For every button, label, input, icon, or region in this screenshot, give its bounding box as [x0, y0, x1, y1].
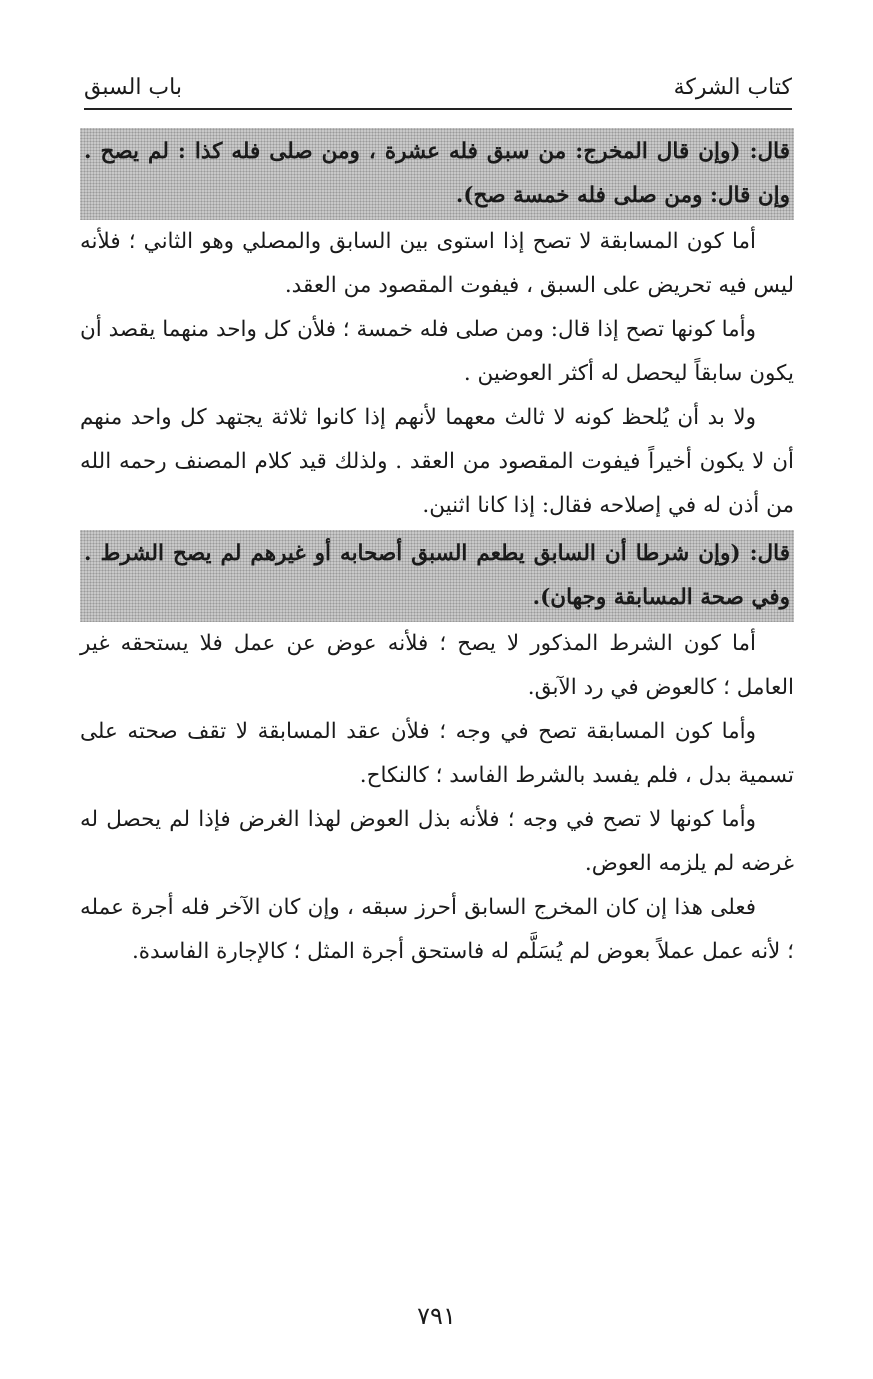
commentary-paragraph: أما كون الشرط المذكور لا يصح ؛ فلأنه عوض عن عمل فلا يستحقه غير العامل ؛ كالعوض في رد الآبق.: [80, 631, 794, 700]
commentary-paragraph: ولا بد أن يُلحظ كونه لا ثالث معهما لأنهم إذا كانوا ثلاثة يجتهد كل واحد منهم أن لا يكون أخيراً فيفوت المقصود من العقد . ولذلك قيد كلام المصنف رحمه الله من أذن له في إصلاحه فقال: إذا كانا اثنين.: [80, 405, 794, 518]
commentary-paragraph: وأما كونها لا تصح في وجه ؛ فلأنه بذل العوض لهذا الغرض فإذا لم يحصل له غرضه لم يلزمه العوض.: [80, 807, 794, 876]
header-divider: [84, 108, 792, 110]
commentary-paragraph: فعلى هذا إن كان المخرج السابق أحرز سبقه ، وإن كان الآخر فله أجرة عمله ؛ لأنه عمل عملاً بعوض لم يُسَلَّم له فاستحق أجرة المثل ؛ كالإجارة الفاسدة.: [80, 895, 794, 964]
matn-paragraph: قال: (وإن شرطا أن السابق يطعم السبق أصحابه أو غيرهم لم يصح الشرط . وفي صحة المسابقة وجهان).: [80, 530, 794, 622]
commentary-paragraph: وأما كونها تصح إذا قال: ومن صلى فله خمسة ؛ فلأن كل واحد منهما يقصد أن يكون سابقاً ليحصل له أكثر العوضين .: [80, 317, 794, 386]
commentary-paragraph: وأما كون المسابقة تصح في وجه ؛ فلأن عقد المسابقة لا تقف صحته على تسمية بدل ، فلم يفسد بالشرط الفاسد ؛ كالنكاح.: [80, 719, 794, 788]
matn-paragraph: قال: (وإن قال المخرج: من سبق فله عشرة ، ومن صلى فله كذا : لم يصح . وإن قال: ومن صلى فله خمسة صح).: [80, 128, 794, 220]
chapter-title: باب السبق: [84, 75, 182, 100]
page-body: [80, 128, 794, 974]
commentary-paragraph: أما كون المسابقة لا تصح إذا استوى بين السابق والمصلي وهو الثاني ؛ فلأنه ليس فيه تحريض على السبق ، فيفوت المقصود من العقد.: [80, 229, 794, 298]
running-head: [84, 66, 792, 100]
book-title: كتاب الشركة: [673, 75, 792, 100]
page-number: ٧٩١: [417, 1302, 456, 1330]
